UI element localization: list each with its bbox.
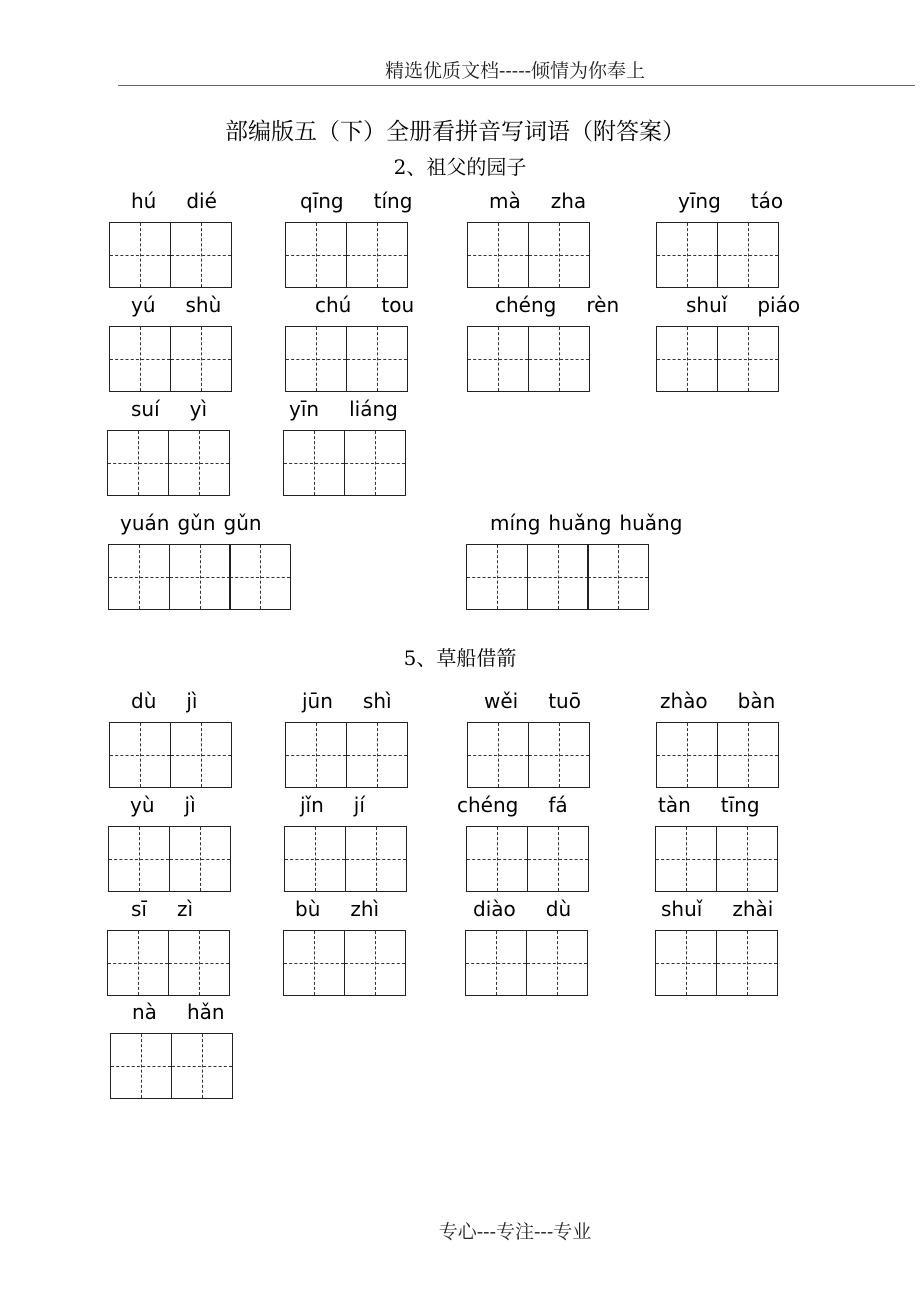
pinyin-syllable: qīng bbox=[300, 189, 344, 213]
cell-guide-horizontal bbox=[110, 755, 170, 756]
tianzige-cell[interactable] bbox=[656, 222, 718, 288]
cell-guide-horizontal bbox=[171, 255, 231, 256]
pinyin-prompt bbox=[289, 397, 529, 421]
pinyin-syllable: suí bbox=[131, 397, 160, 421]
pinyin-syllable: zhì bbox=[350, 897, 380, 921]
cell-guide-horizontal bbox=[718, 255, 778, 256]
tianzige-cell[interactable] bbox=[587, 544, 649, 610]
tianzige-cell[interactable] bbox=[467, 222, 529, 288]
cell-guide-horizontal bbox=[718, 755, 778, 756]
pinyin-prompt bbox=[661, 897, 901, 921]
cell-guide-horizontal bbox=[718, 359, 778, 360]
cell-guide-horizontal bbox=[467, 577, 527, 578]
pinyin-syllable: huǎng bbox=[548, 511, 612, 535]
pinyin-syllable: shì bbox=[362, 689, 392, 713]
tianzige-cell[interactable] bbox=[110, 1033, 172, 1099]
tianzige-cell[interactable] bbox=[346, 222, 408, 288]
pinyin-syllable: táo bbox=[750, 189, 784, 213]
pinyin-syllable: shuǐ bbox=[661, 897, 703, 921]
pinyin-syllable: wěi bbox=[484, 689, 519, 713]
cell-guide-horizontal bbox=[529, 359, 589, 360]
pinyin-syllable: jūn bbox=[302, 689, 333, 713]
cell-guide-horizontal bbox=[170, 577, 230, 578]
pinyin-syllable: shù bbox=[185, 293, 222, 317]
cell-guide-horizontal bbox=[347, 359, 407, 360]
tianzige-cell[interactable] bbox=[716, 930, 778, 996]
pinyin-syllable: diào bbox=[473, 897, 516, 921]
pinyin-syllable: gǔn bbox=[177, 511, 216, 535]
writing-grid bbox=[656, 222, 779, 288]
writing-grid bbox=[285, 222, 408, 288]
writing-grid bbox=[655, 930, 778, 996]
tianzige-cell[interactable] bbox=[346, 722, 408, 788]
cell-guide-horizontal bbox=[284, 463, 344, 464]
tianzige-cell[interactable] bbox=[171, 1033, 233, 1099]
pinyin-syllable: yuán bbox=[120, 511, 170, 535]
pinyin-syllable: zha bbox=[550, 189, 587, 213]
writing-grid bbox=[285, 722, 408, 788]
pinyin-syllable: shuǐ bbox=[686, 293, 728, 317]
pinyin-syllable: bù bbox=[295, 897, 321, 921]
writing-grid bbox=[108, 544, 291, 610]
pinyin-syllable: míng bbox=[490, 511, 541, 535]
cell-guide-horizontal bbox=[110, 255, 170, 256]
tianzige-cell[interactable] bbox=[465, 930, 527, 996]
tianzige-cell[interactable] bbox=[285, 722, 347, 788]
cell-guide-horizontal bbox=[467, 859, 527, 860]
writing-grid bbox=[109, 222, 232, 288]
pinyin-syllable: mà bbox=[489, 189, 521, 213]
tianzige-cell[interactable] bbox=[284, 826, 346, 892]
tianzige-cell[interactable] bbox=[346, 326, 408, 392]
tianzige-cell[interactable] bbox=[528, 222, 590, 288]
pinyin-prompt bbox=[660, 689, 900, 713]
cell-guide-horizontal bbox=[109, 577, 169, 578]
tianzige-cell[interactable] bbox=[344, 430, 406, 496]
tianzige-cell[interactable] bbox=[466, 544, 528, 610]
pinyin-syllable: jǐn bbox=[300, 793, 324, 817]
pinyin-syllable: yīng bbox=[678, 189, 721, 213]
cell-guide-horizontal bbox=[345, 963, 405, 964]
tianzige-cell[interactable] bbox=[283, 930, 345, 996]
tianzige-cell[interactable] bbox=[526, 930, 588, 996]
cell-guide-horizontal bbox=[468, 755, 528, 756]
tianzige-cell[interactable] bbox=[655, 826, 717, 892]
cell-guide-horizontal bbox=[656, 963, 716, 964]
cell-guide-horizontal bbox=[529, 755, 589, 756]
writing-grid bbox=[110, 1033, 233, 1099]
header-divider bbox=[118, 85, 915, 86]
tianzige-cell[interactable] bbox=[170, 222, 232, 288]
pinyin-syllable: tuō bbox=[548, 689, 581, 713]
tianzige-cell[interactable] bbox=[170, 326, 232, 392]
pinyin-syllable: jì bbox=[186, 689, 198, 713]
tianzige-cell[interactable] bbox=[283, 430, 345, 496]
pinyin-syllable: dù bbox=[545, 897, 572, 921]
cell-guide-horizontal bbox=[468, 359, 528, 360]
cell-guide-horizontal bbox=[286, 755, 346, 756]
tianzige-cell[interactable] bbox=[169, 544, 231, 610]
pinyin-syllable: rèn bbox=[586, 293, 620, 317]
tianzige-cell[interactable] bbox=[467, 326, 529, 392]
pinyin-syllable: huǎng bbox=[619, 511, 683, 535]
pinyin-syllable: bàn bbox=[737, 689, 776, 713]
tianzige-cell[interactable] bbox=[656, 326, 718, 392]
tianzige-cell[interactable] bbox=[107, 430, 169, 496]
writing-grid bbox=[284, 826, 407, 892]
pinyin-syllable: tíng bbox=[373, 189, 413, 213]
tianzige-cell[interactable] bbox=[528, 722, 590, 788]
tianzige-cell[interactable] bbox=[528, 326, 590, 392]
cell-guide-horizontal bbox=[111, 1066, 171, 1067]
tianzige-cell[interactable] bbox=[466, 826, 528, 892]
tianzige-cell[interactable] bbox=[717, 326, 779, 392]
section-heading: 5、草船借箭 bbox=[403, 646, 517, 670]
tianzige-cell[interactable] bbox=[109, 326, 171, 392]
tianzige-cell[interactable] bbox=[107, 930, 169, 996]
writing-grid bbox=[467, 222, 590, 288]
pinyin-syllable: yì bbox=[189, 397, 208, 421]
writing-grid bbox=[467, 326, 590, 392]
pinyin-syllable: jì bbox=[184, 793, 196, 817]
pinyin-prompt bbox=[490, 511, 730, 535]
pinyin-syllable: hǎn bbox=[186, 1000, 225, 1024]
writing-grid bbox=[107, 430, 230, 496]
cell-guide-horizontal bbox=[717, 859, 777, 860]
writing-grid bbox=[466, 826, 589, 892]
cell-guide-horizontal bbox=[657, 255, 717, 256]
pinyin-syllable: yīn bbox=[289, 397, 320, 421]
cell-guide-horizontal bbox=[109, 859, 169, 860]
pinyin-syllable: liáng bbox=[349, 397, 398, 421]
pinyin-syllable: chéng bbox=[495, 293, 557, 317]
pinyin-syllable: piáo bbox=[757, 293, 801, 317]
tianzige-cell[interactable] bbox=[717, 222, 779, 288]
tianzige-cell[interactable] bbox=[109, 722, 171, 788]
tianzige-cell[interactable] bbox=[285, 222, 347, 288]
tianzige-cell[interactable] bbox=[655, 930, 717, 996]
tianzige-cell[interactable] bbox=[467, 722, 529, 788]
cell-guide-horizontal bbox=[108, 463, 168, 464]
tianzige-cell[interactable] bbox=[656, 722, 718, 788]
cell-guide-horizontal bbox=[346, 859, 406, 860]
tianzige-cell[interactable] bbox=[345, 826, 407, 892]
tianzige-cell[interactable] bbox=[285, 326, 347, 392]
pinyin-prompt bbox=[686, 293, 920, 317]
pinyin-syllable: zhài bbox=[732, 897, 774, 921]
writing-grid bbox=[109, 326, 232, 392]
cell-guide-horizontal bbox=[286, 359, 346, 360]
page-header: 精选优质文档-----倾情为你奉上 bbox=[384, 60, 646, 82]
writing-grid bbox=[655, 826, 778, 892]
pinyin-syllable: dié bbox=[186, 189, 217, 213]
writing-grid bbox=[466, 544, 649, 610]
cell-guide-horizontal bbox=[285, 859, 345, 860]
section-heading: 2、祖父的园子 bbox=[393, 155, 527, 179]
cell-guide-horizontal bbox=[286, 255, 346, 256]
writing-grid bbox=[283, 930, 406, 996]
cell-guide-horizontal bbox=[345, 463, 405, 464]
cell-guide-horizontal bbox=[466, 963, 526, 964]
pinyin-syllable: hú bbox=[131, 189, 157, 213]
pinyin-prompt bbox=[120, 511, 360, 535]
writing-grid bbox=[465, 930, 588, 996]
pinyin-syllable: yù bbox=[130, 793, 155, 817]
cell-guide-horizontal bbox=[657, 755, 717, 756]
writing-grid bbox=[108, 826, 231, 892]
page-footer: 专心---专注---专业 bbox=[438, 1221, 592, 1243]
cell-guide-horizontal bbox=[717, 963, 777, 964]
tianzige-cell[interactable] bbox=[168, 930, 230, 996]
tianzige-cell[interactable] bbox=[717, 722, 779, 788]
pinyin-syllable: tīng bbox=[720, 793, 760, 817]
pinyin-syllable: zhào bbox=[660, 689, 708, 713]
pinyin-syllable: jí bbox=[353, 793, 365, 817]
cell-guide-horizontal bbox=[108, 963, 168, 964]
writing-grid bbox=[109, 722, 232, 788]
writing-grid bbox=[467, 722, 590, 788]
tianzige-cell[interactable] bbox=[169, 826, 231, 892]
cell-guide-horizontal bbox=[657, 359, 717, 360]
writing-grid bbox=[656, 722, 779, 788]
pinyin-syllable: chú bbox=[315, 293, 352, 317]
cell-guide-horizontal bbox=[528, 577, 588, 578]
pinyin-syllable: fá bbox=[548, 793, 568, 817]
pinyin-syllable: tou bbox=[381, 293, 415, 317]
pinyin-syllable: nà bbox=[132, 1000, 157, 1024]
tianzige-cell[interactable] bbox=[527, 826, 589, 892]
tianzige-cell[interactable] bbox=[170, 722, 232, 788]
cell-guide-horizontal bbox=[169, 463, 229, 464]
pinyin-syllable: zì bbox=[176, 897, 194, 921]
pinyin-syllable: yú bbox=[131, 293, 156, 317]
cell-guide-horizontal bbox=[170, 859, 230, 860]
tianzige-cell[interactable] bbox=[108, 544, 170, 610]
tianzige-cell[interactable] bbox=[109, 222, 171, 288]
writing-grid bbox=[285, 326, 408, 392]
document-title: 部编版五（下）全册看拼音写词语（附答案） bbox=[225, 119, 685, 145]
pinyin-syllable: dù bbox=[131, 689, 157, 713]
pinyin-syllable: tàn bbox=[658, 793, 691, 817]
pinyin-prompt bbox=[678, 189, 918, 213]
writing-grid bbox=[656, 326, 779, 392]
cell-guide-horizontal bbox=[468, 255, 528, 256]
writing-grid bbox=[107, 930, 230, 996]
pinyin-syllable: sī bbox=[131, 897, 147, 921]
pinyin-syllable: chéng bbox=[457, 793, 519, 817]
cell-guide-horizontal bbox=[527, 963, 587, 964]
pinyin-prompt bbox=[132, 1000, 372, 1024]
cell-guide-horizontal bbox=[172, 1066, 232, 1067]
cell-guide-horizontal bbox=[588, 577, 648, 578]
pinyin-syllable: gǔn bbox=[223, 511, 262, 535]
cell-guide-horizontal bbox=[110, 359, 170, 360]
writing-grid bbox=[283, 430, 406, 496]
cell-guide-horizontal bbox=[347, 755, 407, 756]
tianzige-cell[interactable] bbox=[108, 826, 170, 892]
tianzige-cell[interactable] bbox=[716, 826, 778, 892]
pinyin-prompt bbox=[658, 793, 898, 817]
cell-guide-horizontal bbox=[230, 577, 290, 578]
tianzige-cell[interactable] bbox=[229, 544, 291, 610]
tianzige-cell[interactable] bbox=[168, 430, 230, 496]
cell-guide-horizontal bbox=[171, 359, 231, 360]
cell-guide-horizontal bbox=[284, 963, 344, 964]
cell-guide-horizontal bbox=[528, 859, 588, 860]
tianzige-cell[interactable] bbox=[344, 930, 406, 996]
cell-guide-horizontal bbox=[347, 255, 407, 256]
cell-guide-horizontal bbox=[529, 255, 589, 256]
cell-guide-horizontal bbox=[169, 963, 229, 964]
tianzige-cell[interactable] bbox=[527, 544, 589, 610]
cell-guide-horizontal bbox=[171, 755, 231, 756]
cell-guide-horizontal bbox=[656, 859, 716, 860]
